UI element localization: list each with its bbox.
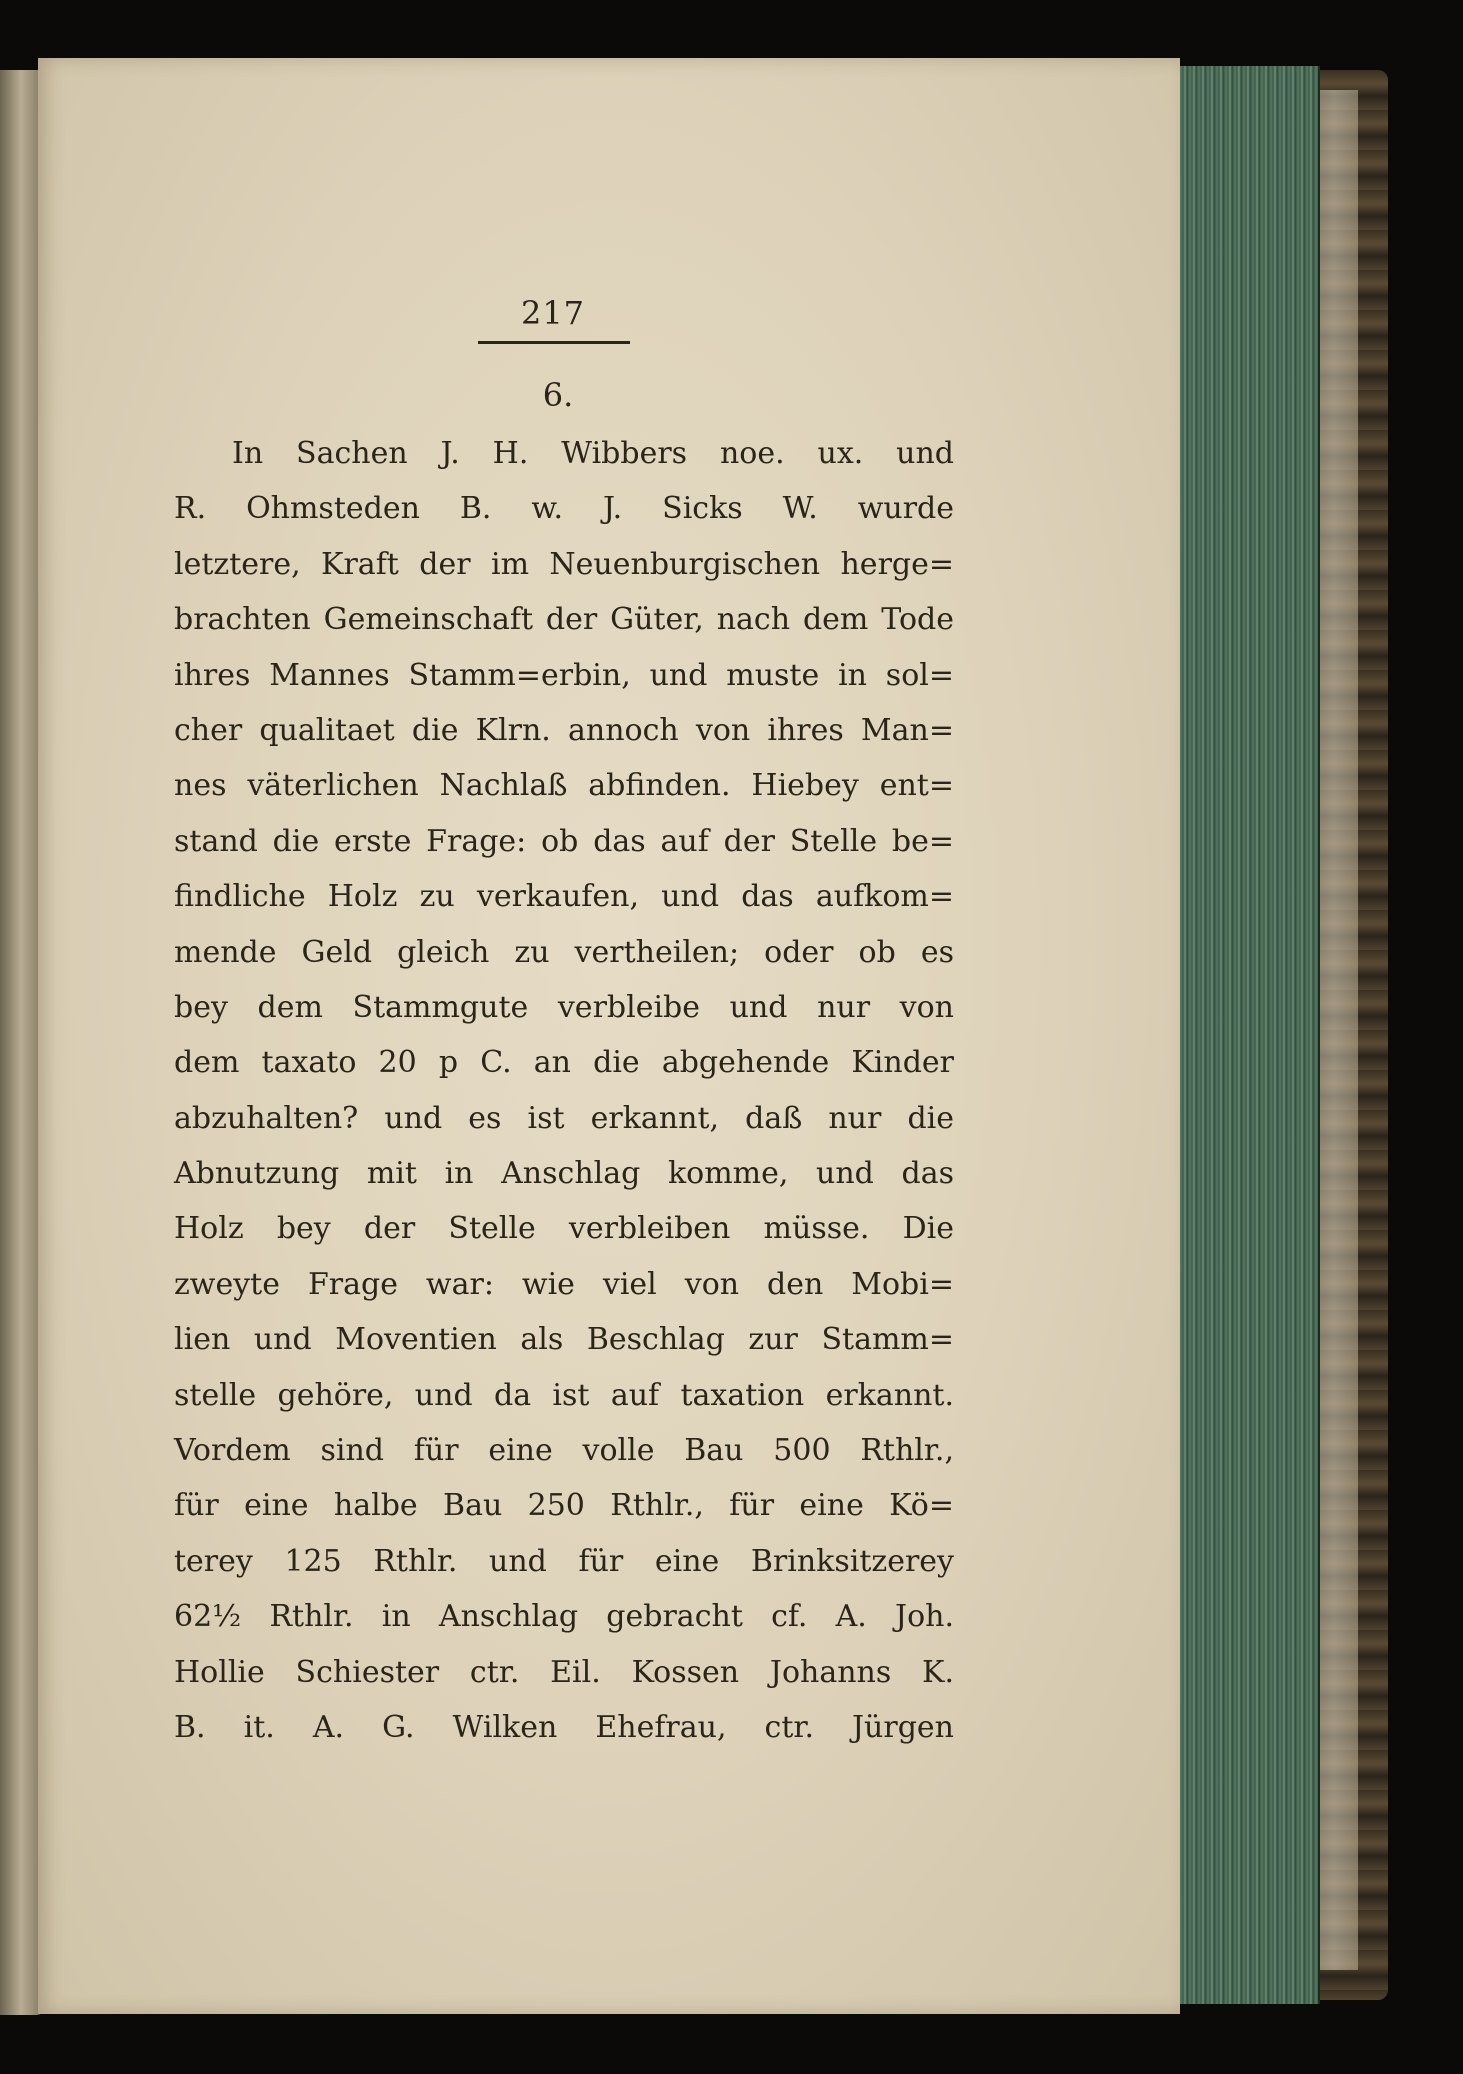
text-line: findliche Holz zu verkaufen, und das aufkom= [174,879,954,915]
text-line: brachten Gemeinschaft der Güter, nach dem Tode [174,602,954,638]
text-line: cher qualitaet die Klrn. annoch von ihres Man= [174,712,954,748]
text-line: In Sachen J. H. Wibbers noe. ux. und [232,436,954,471]
page-number: 217 [520,294,586,332]
text-line: abzuhalten? und es ist erkannt, daß nur die [174,1100,954,1136]
text-line: Vordem sind für eine volle Bau 500 Rthlr., [174,1433,954,1469]
text-line: lien und Moventien als Beschlag zur Stamm= [174,1322,954,1358]
body-text [174,426,954,1755]
left-page-edge [0,70,40,2015]
text-line: B. it. A. G. Wilken Ehefrau, ctr. Jürgen [174,1709,954,1745]
text-line: für eine halbe Bau 250 Rthlr., für eine Kö= [174,1488,954,1524]
book-page [38,58,1180,2014]
text-line: 62½ Rthlr. in Anschlag gebracht cf. A. Joh. [174,1599,954,1635]
text-line: dem taxato 20 p C. an die abgehende Kinder [174,1045,954,1081]
section-number: 6. [542,376,574,414]
text-line: mende Geld gleich zu vertheilen; oder ob es [174,934,954,970]
text-line: nes väterlichen Nachlaß abfinden. Hiebey ent= [174,768,954,804]
text-line: Holz bey der Stelle verbleiben müsse. Die [174,1211,954,1247]
text-line: R. Ohmsteden B. w. J. Sicks W. wurde [174,491,954,527]
text-line: bey dem Stammgute verbleibe und nur von [174,989,954,1025]
text-line: terey 125 Rthlr. und für eine Brinksitzerey [174,1543,954,1579]
text-line: zweyte Frage war: wie viel von den Mobi= [174,1266,954,1302]
text-line: Hollie Schiester ctr. Eil. Kossen Johanns K. [174,1654,954,1690]
text-line: letztere, Kraft der im Neuenburgischen herge= [174,546,954,582]
text-line: Abnutzung mit in Anschlag komme, und das [174,1156,954,1192]
text-line: ihres Mannes Stamm=erbin, und muste in sol= [174,657,954,693]
header-rule [478,341,630,344]
text-line: stand die erste Frage: ob das auf der Stelle be= [174,823,954,859]
cover-paper-edge [1318,90,1358,1970]
page-block-edges [1178,66,1320,2004]
text-line: stelle gehöre, und da ist auf taxation erkannt. [174,1377,954,1413]
